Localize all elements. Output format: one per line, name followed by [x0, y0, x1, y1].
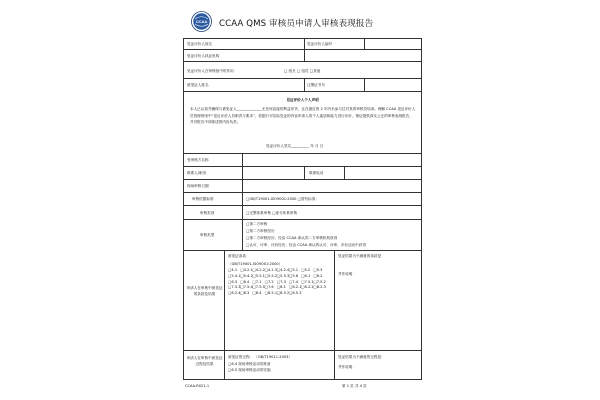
clauses-title: 被见证条款：: [228, 254, 250, 258]
clause-checkbox[interactable]: □8.5.1: [264, 291, 278, 296]
process-title: 被见证的过程： （GB/T19011-2003）: [228, 355, 293, 359]
clause-checkbox[interactable]: □7.2: [264, 279, 274, 284]
phone-label: 联系电话: [309, 171, 324, 175]
clause-checkbox[interactable]: □8.3: [240, 291, 250, 296]
clause-checkbox[interactable]: □5.5.1: [252, 273, 265, 278]
clause-checkbox[interactable]: □5.5.3: [276, 273, 290, 278]
contact-label: 联系人/职务: [187, 171, 207, 175]
clause-checkbox[interactable]: □5.6: [288, 273, 299, 278]
row-scope: [184, 206, 421, 220]
clause-checkbox[interactable]: □7.5.5: [252, 285, 265, 290]
clause-checkbox[interactable]: □5.5.2: [264, 273, 278, 278]
clause-checkbox[interactable]: □8.2.4: [228, 291, 241, 296]
clauses-explain-label: 并作说明：: [338, 272, 356, 276]
role-label: 见证评价人在审核组中的作用: [187, 69, 234, 73]
signature-line[interactable]: 见证评价人签名__________ 年 月 日: [266, 144, 324, 148]
row-applicant-org: [184, 50, 421, 62]
process-item-6-5[interactable]: □6.5 现场审核活动的实施: [228, 368, 271, 372]
standard-options[interactable]: □GB/T19001-ISO9001:2000 □替代标准：: [246, 197, 319, 201]
row-standard: [184, 193, 421, 206]
clause-checkbox[interactable]: □5.1: [288, 268, 299, 272]
clause-checkbox[interactable]: □8.1: [276, 285, 286, 290]
clause-checkbox[interactable]: □7.5.3: [228, 285, 241, 290]
clause-checkbox-grid: [228, 268, 332, 297]
row-client: [184, 154, 421, 167]
applicant-org-label: 见证评价人执业机构: [187, 54, 220, 58]
report-form: [183, 38, 422, 380]
ccaa-logo: [191, 11, 212, 32]
type-option-3[interactable]: □第二方审核经历；经由 CCAA 承认的二方审核机构获得: [246, 236, 338, 240]
clause-checkbox[interactable]: □6.4: [240, 279, 250, 284]
clause-checkbox[interactable]: □7.4: [288, 279, 299, 284]
type-label: 审核类型: [200, 233, 215, 237]
row-applicant-name: [184, 39, 421, 50]
clause-checkbox[interactable]: □7.3: [276, 279, 286, 284]
clauses-unsatisfied-label: 见证结果为不满意的条款是：: [338, 254, 385, 258]
clause-checkbox[interactable]: □7.5.1: [301, 279, 314, 284]
clause-checkbox[interactable]: □8.2.2: [301, 285, 314, 290]
process-unsatisfied-label: 见证结果为不满意的过程是：: [338, 355, 385, 359]
clause-checkbox[interactable]: □6.2: [313, 273, 323, 278]
clause-checkbox[interactable]: □4.2.2: [252, 268, 265, 272]
onsite-date-label: 现场审核日期: [187, 184, 209, 188]
clauses-left-label: 申请人在审核中被见证的条款及结果: [186, 286, 223, 296]
clause-checkbox[interactable]: □7.6: [264, 285, 274, 290]
clauses-subtitle: （GB/T19001-ISO9001:2000）: [228, 262, 283, 266]
declaration-body: 本人已认知并确保与被见证人______________无任何直接的利益冲突，且在最近的 2 年内未参与过对其的审核员培训。理解 CCAA 见证评价人员管理规则中“见证评价人员职责与要求”，依据只对实际见证的内容申请人的个人素质和能力进行评价，保证提供真实公正的审核表现报告，并对报告中所陈述的内容负责。: [190, 107, 416, 125]
client-label: 受审核方名称: [187, 158, 209, 162]
page-title: CCAA QMS 审核员申请人审核表现报告: [219, 19, 374, 29]
clause-checkbox[interactable]: □6.1: [301, 273, 311, 278]
clause-checkbox[interactable]: □4.2.3: [264, 268, 278, 272]
clause-checkbox[interactable]: □8.2.3: [313, 285, 326, 290]
declaration-title: 见证评价人个人声明: [286, 98, 319, 102]
clause-checkbox[interactable]: □8.5.3: [288, 291, 302, 296]
row-witnessed-name: [184, 79, 421, 92]
applicant-name-label: 见证评价人姓名: [187, 42, 213, 46]
row-contact: [184, 167, 421, 180]
clause-checkbox[interactable]: □4.2.1: [240, 268, 253, 272]
process-explain-label: 并作说明：: [338, 365, 356, 369]
process-section: [184, 351, 421, 379]
clause-checkbox[interactable]: □5.4.1: [228, 273, 241, 278]
row-onsite-date: [184, 180, 421, 193]
clause-checkbox[interactable]: □5.3: [313, 268, 323, 272]
type-option-2[interactable]: □第二方审核经历: [246, 229, 275, 233]
role-options[interactable]: □ 组长 □ 组员 □其他: [284, 69, 321, 73]
type-option-4[interactable]: □认可、评审、评价经历；经由 CCAA 承认的认可、评审、评价活动中获得: [246, 243, 366, 247]
witnessed-name-label: 被见证人姓名: [187, 83, 209, 87]
clause-checkbox[interactable]: □5.2: [301, 268, 311, 272]
row-type: [184, 220, 421, 251]
clause-checkbox[interactable]: □4.2.4: [276, 268, 290, 272]
clause-checkbox[interactable]: □8.2.1: [288, 285, 302, 290]
clause-checkbox[interactable]: □5.4.2: [240, 273, 253, 278]
reg-cert-label: 注册证书号: [307, 83, 325, 87]
standard-label: 审核依据标准: [192, 197, 214, 201]
row-role: [184, 62, 421, 79]
logo-text: CCAA: [195, 19, 208, 24]
clause-checkbox[interactable]: □7.5.2: [313, 279, 326, 284]
declaration-block: [184, 92, 421, 154]
clause-checkbox[interactable]: □4.1: [228, 268, 238, 272]
scope-label: 审核类别: [200, 211, 215, 215]
clause-checkbox[interactable]: □7.1: [252, 279, 262, 284]
footer-doc-code: CCAA-R021-1: [185, 384, 210, 388]
clause-checkbox[interactable]: □8.5.2: [276, 291, 290, 296]
clauses-section: [184, 251, 421, 351]
clause-checkbox[interactable]: □8.4: [252, 291, 262, 296]
type-option-1[interactable]: □第二方审核: [246, 222, 268, 226]
process-item-6-4[interactable]: □6.4 现场审核活动的准备: [228, 362, 271, 366]
clause-checkbox[interactable]: □6.3: [228, 279, 238, 284]
scope-options[interactable]: □完整体系审核 □部分体系审核: [246, 211, 298, 215]
footer-page-number: 第 1 页 共 4 页: [342, 384, 367, 388]
applicant-no-label: 见证评价人编号: [307, 42, 333, 46]
clause-checkbox[interactable]: □7.5.4: [240, 285, 253, 290]
process-left-label: 申请人在审核中被见证过程及结果: [186, 356, 223, 366]
